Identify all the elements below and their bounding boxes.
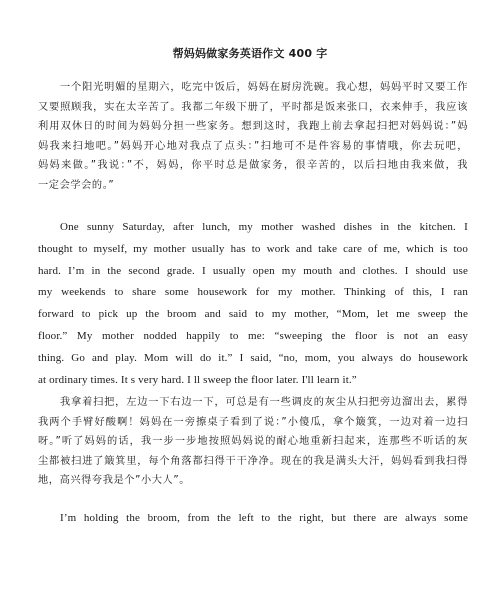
paragraph-line: 妈我来扫地吧。”妈妈开心地对我点了点头：”扫地可不是件容易的事情哦，你去玩吧， xyxy=(38,140,468,152)
english-paragraph-2 xyxy=(38,508,468,530)
paragraph-line: 尘都被扫进了簸箕里，每个角落都扫得干干净净。现在的我是满头大汗，妈妈看到我扫得 xyxy=(38,455,468,467)
paragraph-line: 一个阳光明媚的星期六，吃完中饭后，妈妈在厨房洗碗。我心想，妈妈平时又要工作 xyxy=(60,82,468,93)
document-title: 帮妈妈做家务英语作文 400 字 xyxy=(172,47,328,60)
paragraph-line: 地，高兴得夸我是个”小大人”。 xyxy=(38,475,190,486)
chinese-paragraph-2 xyxy=(38,393,468,491)
paragraph-line: thing. Go and play. Mom will do it.” I said, “no, mom, you always do housework xyxy=(38,351,468,364)
paragraph-line: 我两个手臂好酸啊！妈妈在一旁擦桌子看到了说：”小傻瓜，拿个簸箕，一边对着一边扫 xyxy=(38,416,468,428)
paragraph-line: I’m holding the broom, from the left to the right, but there are always some xyxy=(60,512,468,524)
chinese-paragraph-1 xyxy=(38,78,468,195)
paragraph-line: 又要照顾我，实在太辛苦了。我都二年级下册了，平时都是饭来张口，衣来伸手，我应该 xyxy=(38,101,468,113)
english-paragraph-1 xyxy=(38,217,468,391)
paragraph-line: my weekends to share some housework for my mother. Thinking of this, I ran xyxy=(38,286,468,299)
paragraph-line: hard. I’m in the second grade. I usually open my mouth and clothes. I should use xyxy=(38,264,468,277)
paragraph-line: floor.” My mother nodded happily to me: “sweeping the floor is not an easy xyxy=(38,329,468,342)
paragraph-line: 我拿着扫把，左边一下右边一下，可总是有一些调皮的灰尘从扫把旁边溜出去，累得 xyxy=(60,397,468,408)
paragraph-line: thought to myself, my mother usually has to work and take care of me, which is too xyxy=(38,242,468,255)
paragraph-line: 利用双休日的时间为妈妈分担一些家务。想到这时，我跑上前去拿起扫把对妈妈说：”妈 xyxy=(38,121,468,132)
paragraph-line: One sunny Saturday, after lunch, my mother washed dishes in the kitchen. I xyxy=(60,221,468,233)
paragraph-line: at ordinary times. It s very hard. I ll sweep the floor later. I'll learn it.” xyxy=(38,373,357,386)
paragraph-line: forward to pick up the broom and said to my mother, “Mom, let me sweep the xyxy=(38,308,468,321)
paragraph-line: 一定会学会的。” xyxy=(38,179,115,191)
paragraph-line: 妈妈来做。”我说：”不，妈妈，你平时总是做家务，很辛苦的，以后扫地由我来做，我 xyxy=(38,160,468,171)
paragraph-line: 呀。”听了妈妈的话，我一步一步地按照妈妈说的耐心地重新扫起来，连那些不听话的灰 xyxy=(38,436,468,447)
